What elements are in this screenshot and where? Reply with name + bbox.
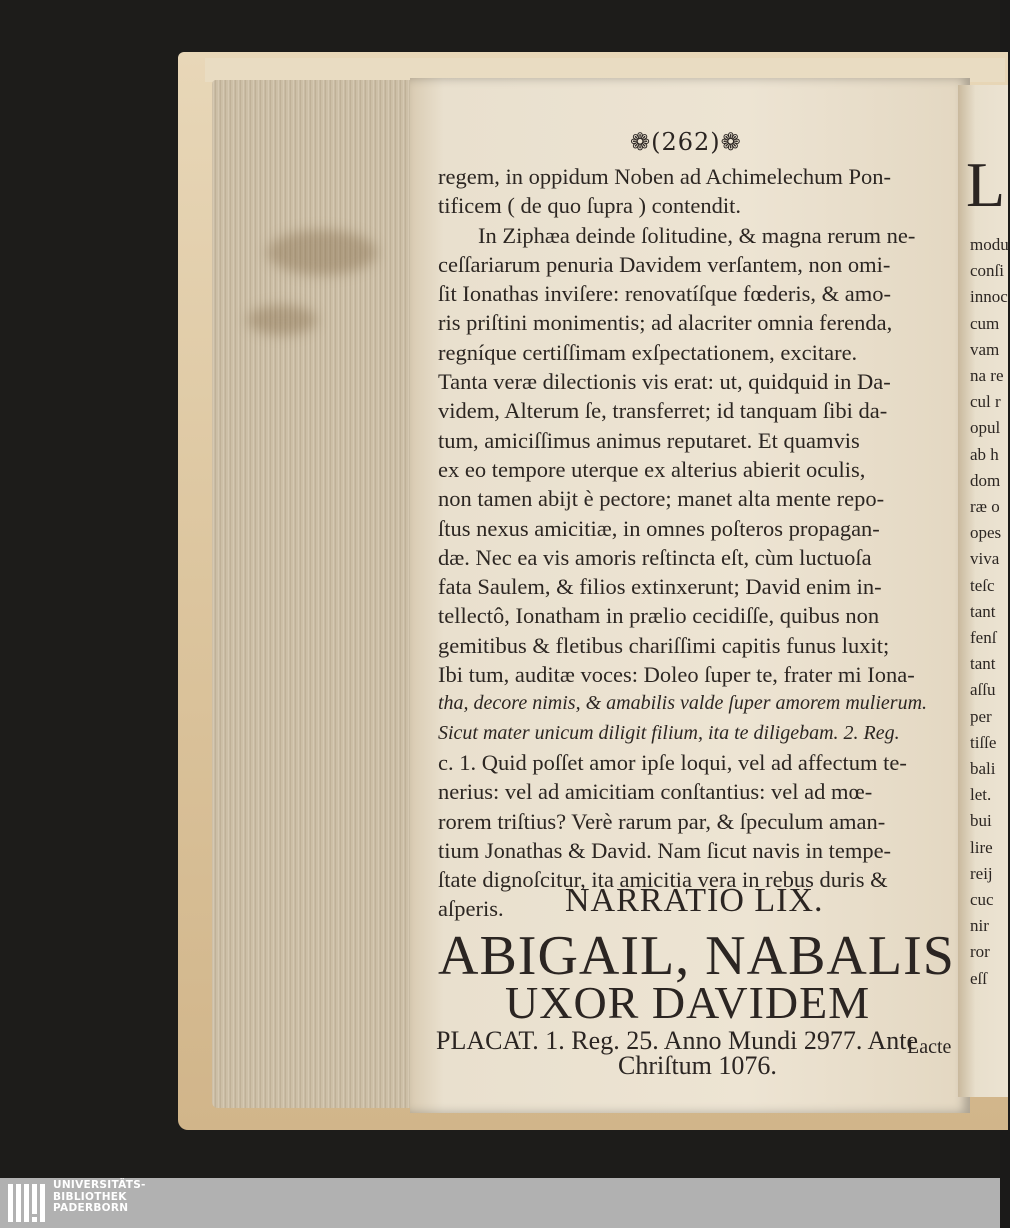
text-line: ceſſariarum penuria Davidem verſantem, non omi-	[438, 251, 891, 277]
text-line: tum, amiciſſimus animus reputaret. Et quamvis	[438, 427, 860, 453]
catchword: Lacte	[907, 1036, 952, 1058]
text-line: ris priſtini monimentis; ad alacriter omnia ferenda,	[438, 310, 893, 336]
chapter-subtitle-line2: Chriſtum 1076.	[618, 1051, 777, 1080]
text-line: rorem triſtius? Verè rarum par, & ſpeculum aman-	[438, 808, 886, 834]
text-line: regníque certiſſimam exſpectationem, excitare.	[438, 339, 858, 365]
text-line: videm, Alterum ſe, transferret; id tanquam ſibi da-	[438, 398, 888, 424]
chapter-subtitle: PLACAT. 1. Reg. 25. Anno Mundi 2977. Ante	[436, 1026, 918, 1055]
next-page-drop-cap: L	[966, 149, 1006, 220]
library-name: UNIVERSITÄTS- BIBLIOTHEK PADERBORN	[53, 1179, 146, 1214]
text-line: Tanta veræ dilectionis vis erat: ut, quidquid in Da-	[438, 369, 891, 395]
next-page-fragments: modu conſi innoc cum vam na re cul r opul ab h dom ræ o opes viva teſc tant fenſ tant aſſu per tiſſe bali let. bui lire reij cuc nir ror eſſ	[970, 235, 1009, 988]
chapter-title-line2: UXOR DAVIDEM	[505, 977, 871, 1028]
text-line: ex eo tempore uterque ex alterius abierit oculis,	[438, 456, 866, 482]
text-line: tium Jonathas & David. Nam ſicut navis in tempe-	[438, 837, 892, 863]
text-line: nerius: vel ad amicitiam conſtantius: vel ad mœ-	[438, 779, 873, 805]
text-line: Ibi tum, auditæ voces: Doleo ſuper te, frater mi Iona-	[438, 662, 915, 688]
book-fore-edge	[212, 80, 417, 1108]
page-number: (262)	[651, 128, 721, 156]
text-line: fata Saulem, & filios extinxerunt; David enim in-	[438, 574, 882, 600]
text-line: tificem ( de quo ſupra ) contendit.	[438, 193, 742, 219]
text-line: Sicut mater unicum diligit filium, ita te diligebam. 2. Reg.	[438, 721, 900, 744]
text-line: c. 1. Quid poſſet amor ipſe loqui, vel ad affectum te-	[438, 749, 907, 775]
text-line: non tamen abijt è pectore; manet alta mente repo-	[438, 486, 885, 512]
footer-bar	[0, 1178, 1000, 1228]
ornament-right-icon: ❁	[720, 128, 742, 156]
text-line: regem, in oppidum Noben ad Achimelechum Pon-	[438, 164, 892, 189]
text-line: ſit Ionathas inviſere: renovatíſque fœderis, & amo-	[438, 281, 891, 307]
text-line: ſtus nexus amicitiæ, in omnes poſteros propagan-	[438, 515, 880, 541]
text-line: tha, decore nimis, & amabilis valde ſuper amorem mulierum.	[438, 692, 928, 715]
text-line: aſperis.	[438, 896, 504, 922]
ornament-left-icon: ❁	[630, 128, 652, 156]
text-line: In Ziphæa deinde ſolitudine, & magna rerum ne-	[478, 222, 916, 248]
chapter-title: ABIGAIL, NABALIS	[438, 925, 955, 987]
text-line: tellectô, Ionatham in prælio cecidiſſe, quibus non	[438, 603, 880, 629]
narratio-heading: NARRATIO LIX.	[565, 882, 824, 919]
page-header	[630, 128, 742, 156]
text-line: ſtate dignoſcitur, ita amicitia vera in rebus duris &	[438, 867, 888, 893]
body-text	[438, 162, 963, 924]
library-logo-icon	[6, 1182, 48, 1224]
text-line: gemitibus & fletibus chariſſimi capitis funus luxit;	[438, 632, 890, 658]
text-line: dæ. Nec ea vis amoris reſtincta eſt, cùm luctuoſa	[438, 544, 872, 570]
